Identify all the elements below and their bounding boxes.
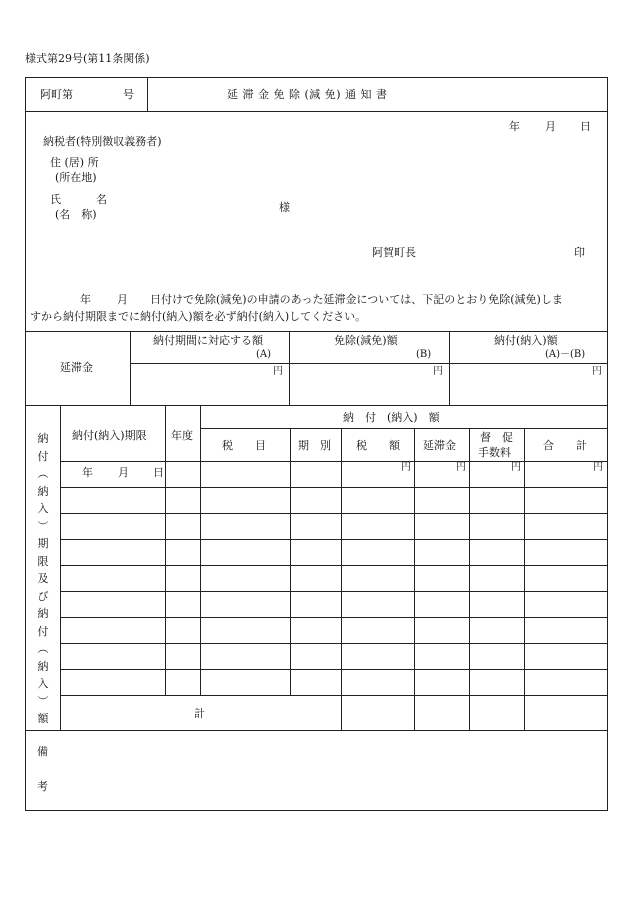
detail-group-label: 納 付 (納入) 額 <box>343 411 440 424</box>
side-label-char: 付 <box>37 449 49 463</box>
doc-number-prefix: 阿町第 <box>40 88 73 101</box>
side-label-char: ︵ <box>37 467 49 480</box>
summary-col-3 <box>449 331 450 405</box>
summary-mid-line <box>130 363 608 364</box>
detail-col-tax-right <box>414 428 415 730</box>
side-label-char: び <box>37 589 49 603</box>
detail-side-divider <box>60 405 61 730</box>
detail-col-period-right <box>341 428 342 730</box>
name-sub-label: (名 称) <box>55 208 97 221</box>
side-label-char: 限 <box>37 554 49 568</box>
detail-col-total: 合 計 <box>543 439 587 452</box>
date-month: 月 <box>545 120 556 133</box>
side-label-char: 期 <box>37 537 49 550</box>
side-label-char: ︵ <box>37 642 49 655</box>
side-label-char: 納 <box>37 607 49 620</box>
side-label-char: 付 <box>37 624 49 638</box>
row1-unit-total: 円 <box>593 462 603 473</box>
detail-row-line <box>60 487 608 488</box>
detail-row-line <box>60 643 608 644</box>
side-label-char: 入 <box>37 677 49 690</box>
summary-unit-a: 円 <box>273 366 283 377</box>
detail-col-tax-item: 税 目 <box>222 439 266 452</box>
detail-col-late-right <box>469 428 470 730</box>
detail-total-label: 計 <box>194 707 205 720</box>
side-label-char: ︶ <box>37 519 49 533</box>
notice-text-line2: すから納付期限までに納付(納入)額を必ず納付(納入)してください。 <box>30 310 367 323</box>
detail-row-line <box>60 669 608 670</box>
side-label-char: ︶ <box>37 694 49 708</box>
detail-col-reminder-1: 督 促 <box>480 431 513 444</box>
summary-bottom-line <box>25 405 608 406</box>
detail-row-line <box>60 591 608 592</box>
summary-col-2 <box>289 331 290 405</box>
taxpayer-label: 納税者(特別徴収義務者) <box>43 135 162 148</box>
row1-unit-late: 円 <box>456 462 466 473</box>
name-label-2: 名 <box>96 193 107 206</box>
honorific: 様 <box>279 201 290 214</box>
detail-total-top <box>60 695 608 696</box>
address-sub-label: (所在地) <box>55 171 97 184</box>
summary-col-a-sub: (A) <box>256 349 272 360</box>
row1-month: 月 <box>118 466 129 479</box>
remarks-label-2: 考 <box>37 780 48 793</box>
detail-row-line <box>60 565 608 566</box>
detail-col-tax-amount: 税 額 <box>356 439 400 452</box>
side-label-char: 納 <box>37 484 49 498</box>
notice-year: 年 <box>80 293 91 306</box>
notice-text-line1: 日付けで免除(減免)の申請のあった延滞金については、下記のとおり免除(減免)しま <box>150 293 563 306</box>
summary-col-b-label: 免除(減免)額 <box>334 334 398 347</box>
detail-col-period: 期 別 <box>298 439 331 452</box>
detail-col-reminder-2: 手数料 <box>478 446 511 459</box>
row1-unit-reminder: 円 <box>511 462 521 473</box>
detail-side-label <box>36 430 50 728</box>
remarks-top-line <box>25 730 608 731</box>
date-year: 年 <box>509 120 520 133</box>
header-divider <box>25 111 608 112</box>
issuer-name: 阿賀町長 <box>372 246 416 259</box>
detail-col-year-right <box>200 405 201 695</box>
detail-col-due: 納付(納入)期限 <box>72 429 147 442</box>
summary-top-line <box>25 331 608 332</box>
summary-row-label: 延滞金 <box>60 361 93 374</box>
summary-col-c-sub: (A)－(B) <box>545 349 586 360</box>
header-col-divider <box>147 77 148 111</box>
side-label-char: 納 <box>37 659 49 673</box>
remarks-label-1: 備 <box>37 745 48 758</box>
summary-col-c-label: 納付(納入)額 <box>494 334 558 347</box>
name-label-1: 氏 <box>50 193 61 206</box>
summary-unit-c: 円 <box>592 366 602 377</box>
notice-month: 月 <box>117 293 128 306</box>
detail-row-line <box>60 513 608 514</box>
row1-day: 日 <box>153 466 164 479</box>
address-label: 住 (居) 所 <box>50 156 99 169</box>
detail-col-late-fee: 延滞金 <box>423 439 456 452</box>
row1-unit-tax: 円 <box>401 462 411 473</box>
side-label-char: 入 <box>37 502 49 515</box>
date-day: 日 <box>580 120 591 133</box>
detail-row-line <box>60 617 608 618</box>
doc-number-suffix: 号 <box>123 88 134 101</box>
detail-header-bottom <box>60 461 608 462</box>
summary-col-1 <box>130 331 131 405</box>
summary-unit-b: 円 <box>433 366 443 377</box>
detail-group-line <box>200 428 608 429</box>
side-label-char: 額 <box>37 712 49 725</box>
seal-mark: 印 <box>574 246 585 259</box>
summary-col-b-sub: (B) <box>416 349 432 360</box>
side-label-char: 納 <box>37 432 49 445</box>
detail-col-due-right <box>165 405 166 695</box>
detail-row-line <box>60 539 608 540</box>
detail-col-reminder-right <box>524 428 525 730</box>
form-number-label: 様式第29号(第11条関係) <box>25 52 150 65</box>
row1-year: 年 <box>82 466 93 479</box>
detail-col-item-right <box>290 428 291 695</box>
detail-col-year: 年度 <box>171 429 193 442</box>
summary-col-a-label: 納付期間に対応する額 <box>153 334 263 347</box>
side-label-char: 及 <box>37 572 49 585</box>
document-title: 延 滞 金 免 除 (減 免) 通 知 書 <box>227 88 388 101</box>
